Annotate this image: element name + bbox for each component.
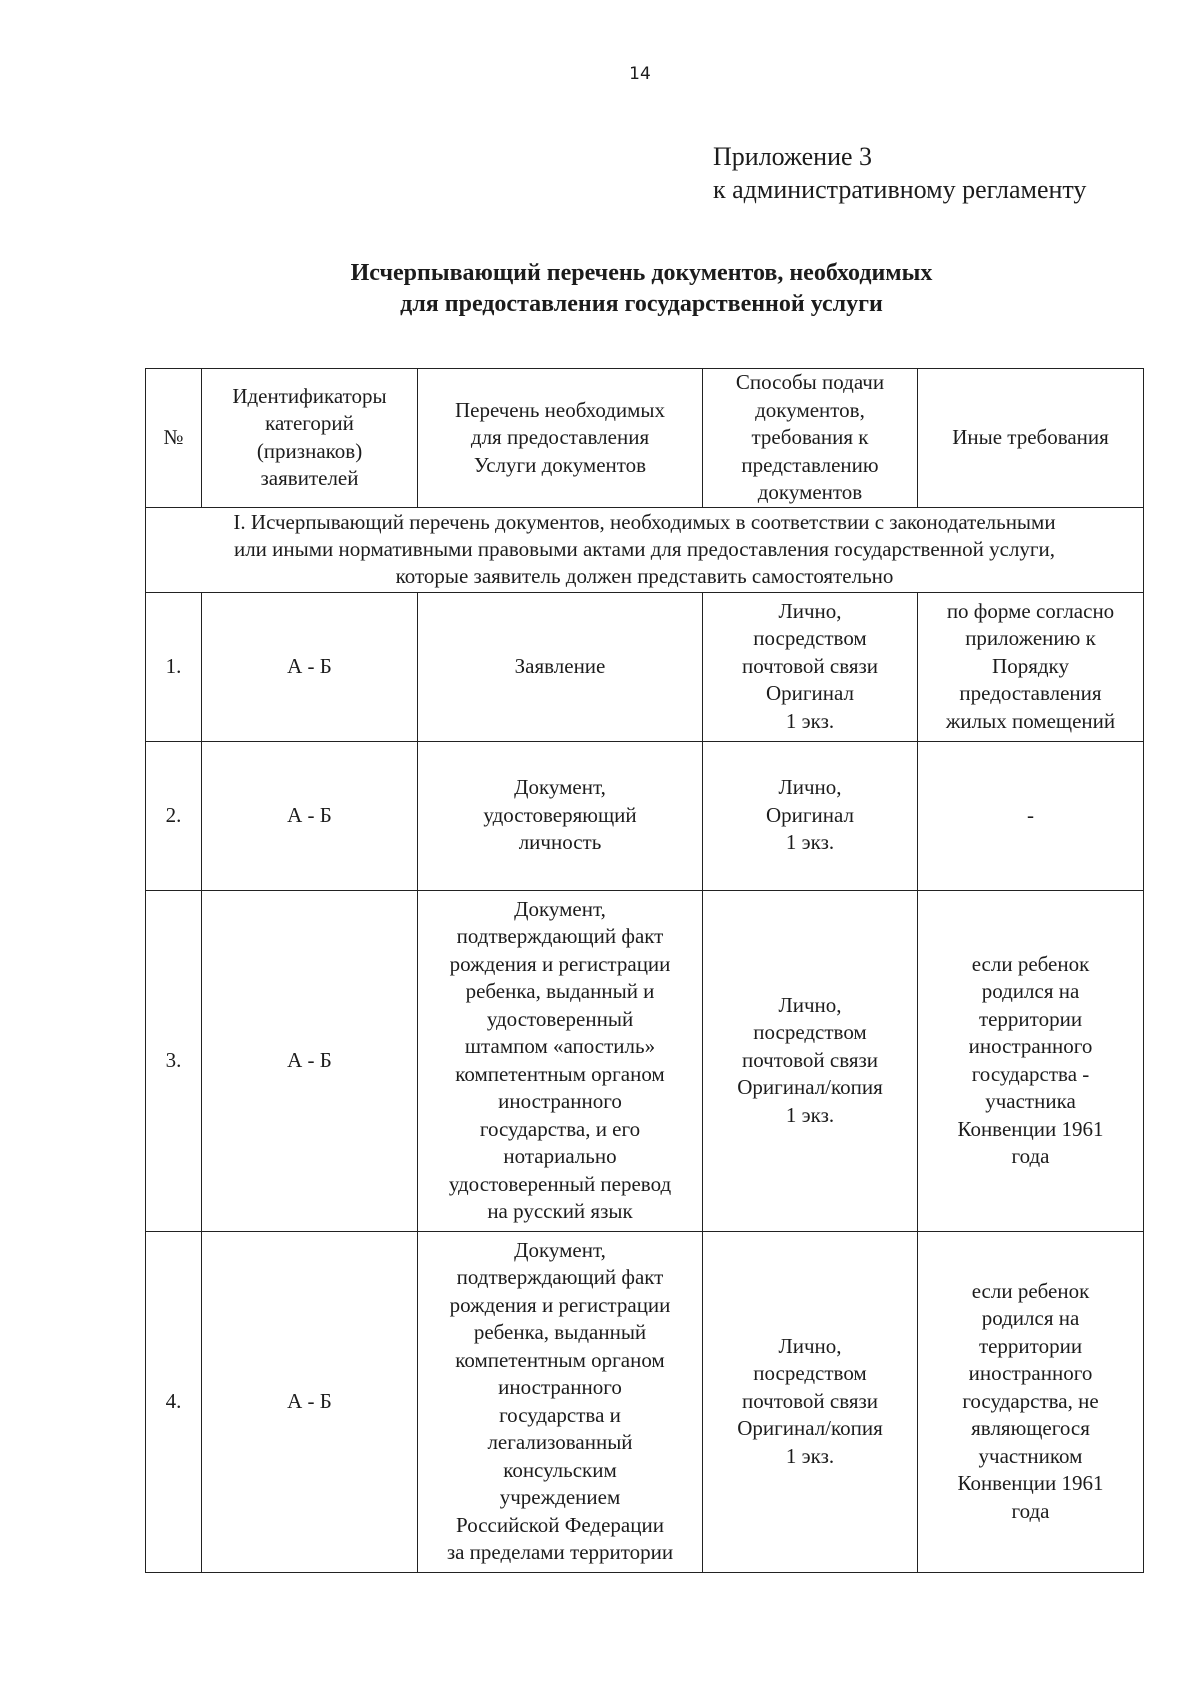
text-line: - [1027,802,1034,827]
page-number: 14 [629,64,651,84]
text-line: если ребенок [971,1278,1090,1303]
text-line: удостоверенный перевод [448,1171,672,1196]
applicant-category: А - Б [202,1231,418,1572]
text-line: 1 экз. [785,1102,835,1127]
document-name [418,890,703,1231]
text-line: почтовой связи [741,653,879,678]
section-row [146,507,1144,592]
title-line: Исчерпывающий перечень документов, необходимых [350,260,933,286]
text-line: предоставления [959,681,1102,706]
text-line: Идентификаторы [232,383,387,408]
submission-method [703,1231,918,1572]
text-line: государства, и его [479,1116,641,1141]
text-line: посредством [753,626,867,651]
appendix-note [713,140,1086,206]
header-cell [703,369,918,508]
other-requirements [918,1231,1144,1572]
text-line: 1 экз. [785,830,835,855]
text-line: Порядку [992,653,1069,678]
text-line: представлению [741,452,879,477]
table-header-row [146,369,1144,508]
section-heading [146,507,1144,592]
text-line: посредством [753,1361,867,1386]
table-row [146,741,1144,890]
other-requirements [918,890,1144,1231]
text-line: консульским [503,1457,617,1482]
text-line: иностранного [498,1089,622,1113]
text-line: заявителей [260,466,359,491]
header-cell [918,369,1144,508]
text-line: участника [985,1089,1076,1113]
text-line: родился на [981,1306,1080,1331]
applicant-category: А - Б [202,592,418,741]
text-line: 1 экз. [785,708,835,733]
table-row [146,1231,1144,1572]
text-line: иностранного [498,1375,622,1399]
submission-method [703,741,918,890]
text-line: приложению к [965,626,1096,651]
applicant-category: А - Б [202,890,418,1231]
text-line: за пределами территории [446,1540,674,1564]
text-line: I. Исчерпывающий перечень документов, необходимых в соответствии с законодательными [233,510,1056,534]
text-line: иностранного [968,1034,1093,1058]
row-number: 1. [146,592,202,741]
text-line: года [1011,1144,1050,1168]
text-line: года [1011,1498,1050,1523]
submission-method [703,592,918,741]
documents-table [145,368,1144,1573]
text-line: если ребенок [971,951,1090,976]
text-line: государства - [971,1061,1090,1086]
text-line: Конвенции 1961 [957,1116,1104,1141]
text-line: категорий [265,411,354,436]
text-line: ребенка, выданный [473,1320,647,1344]
title-line: для предоставления государственной услуги [400,291,883,317]
text-line: Лично, [778,1333,842,1358]
text-line: Услуги документов [473,452,647,477]
text-line: Российской Федерации [456,1512,664,1537]
text-line: или иными нормативными правовыми актами для предоставления государственной услуги, [233,537,1056,561]
text-line: Лично, [778,775,842,800]
text-line: территории [978,1006,1083,1031]
text-line: Способы подачи [735,370,885,394]
text-line: компетентным органом [455,1347,665,1372]
document-name [418,592,703,741]
table-row [146,592,1144,741]
submission-method [703,890,918,1231]
text-line: государства и [499,1402,621,1427]
text-line: Конвенции 1961 [957,1471,1104,1496]
text-line: участником [978,1443,1083,1468]
appendix-line: Приложение 3 [713,142,873,171]
text-line: Документ, [514,896,606,921]
text-line: Документ, [514,775,606,800]
applicant-category: А - Б [202,741,418,890]
row-number: 3. [146,890,202,1231]
text-line: подтверждающий факт [456,1265,664,1289]
text-line: посредством [753,1020,867,1045]
text-line: Лично, [778,992,842,1017]
text-line: Заявление [514,653,606,678]
text-line: по форме согласно [946,598,1115,623]
text-line: Оригинал [766,802,854,827]
text-line: рождения и регистрации [449,951,671,976]
text-line: иностранного [968,1361,1093,1386]
text-line: подтверждающий факт [456,924,664,948]
text-line: Документ, [514,1237,606,1262]
text-line: штампом «апостиль» [464,1034,656,1058]
text-line: для предоставления [470,425,650,449]
row-number: 4. [146,1231,202,1572]
text-line: которые заявитель должен представить самостоятельно [395,564,894,588]
text-line: удостоверяющий [483,802,637,827]
text-line: Лично, [778,598,842,623]
table-row [146,890,1144,1231]
text-line: на русский язык [487,1199,633,1223]
other-requirements [918,592,1144,741]
text-line: № [163,425,184,449]
text-line: рождения и регистрации [449,1292,671,1317]
text-line: нотариально [503,1144,617,1168]
header-cell [146,369,202,508]
text-line: почтовой связи [741,1047,879,1072]
header-cell [202,369,418,508]
text-line: Оригинал/копия [737,1075,883,1100]
text-line: компетентным органом [455,1061,665,1086]
text-line: легализованный [487,1430,633,1454]
document-title [0,258,1200,320]
text-line: являющегося [971,1416,1090,1441]
text-line: Перечень необходимых [454,397,666,422]
header-cell [418,369,703,508]
row-number: 2. [146,741,202,890]
other-requirements [918,741,1144,890]
text-line: 1 экз. [785,1443,835,1468]
text-line: (признаков) [256,438,363,463]
text-line: личность [518,830,602,855]
text-line: учреждением [499,1485,621,1509]
text-line: жилых помещений [945,708,1116,733]
text-line: территории [978,1333,1083,1358]
text-line: родился на [981,979,1080,1003]
text-line: Иные требования [952,425,1109,449]
appendix-line: к административному регламенту [713,175,1087,204]
text-line: почтовой связи [741,1388,879,1413]
document-name [418,1231,703,1572]
text-line: требования к [751,425,869,449]
text-line: Оригинал [766,681,854,706]
text-line: государства, не [962,1388,1099,1413]
text-line: Оригинал/копия [737,1416,883,1441]
document-name [418,741,703,890]
text-line: ребенка, выданный и [465,979,655,1003]
text-line: документов [757,480,863,504]
text-line: документов, [755,397,865,422]
text-line: удостоверенный [486,1006,634,1031]
